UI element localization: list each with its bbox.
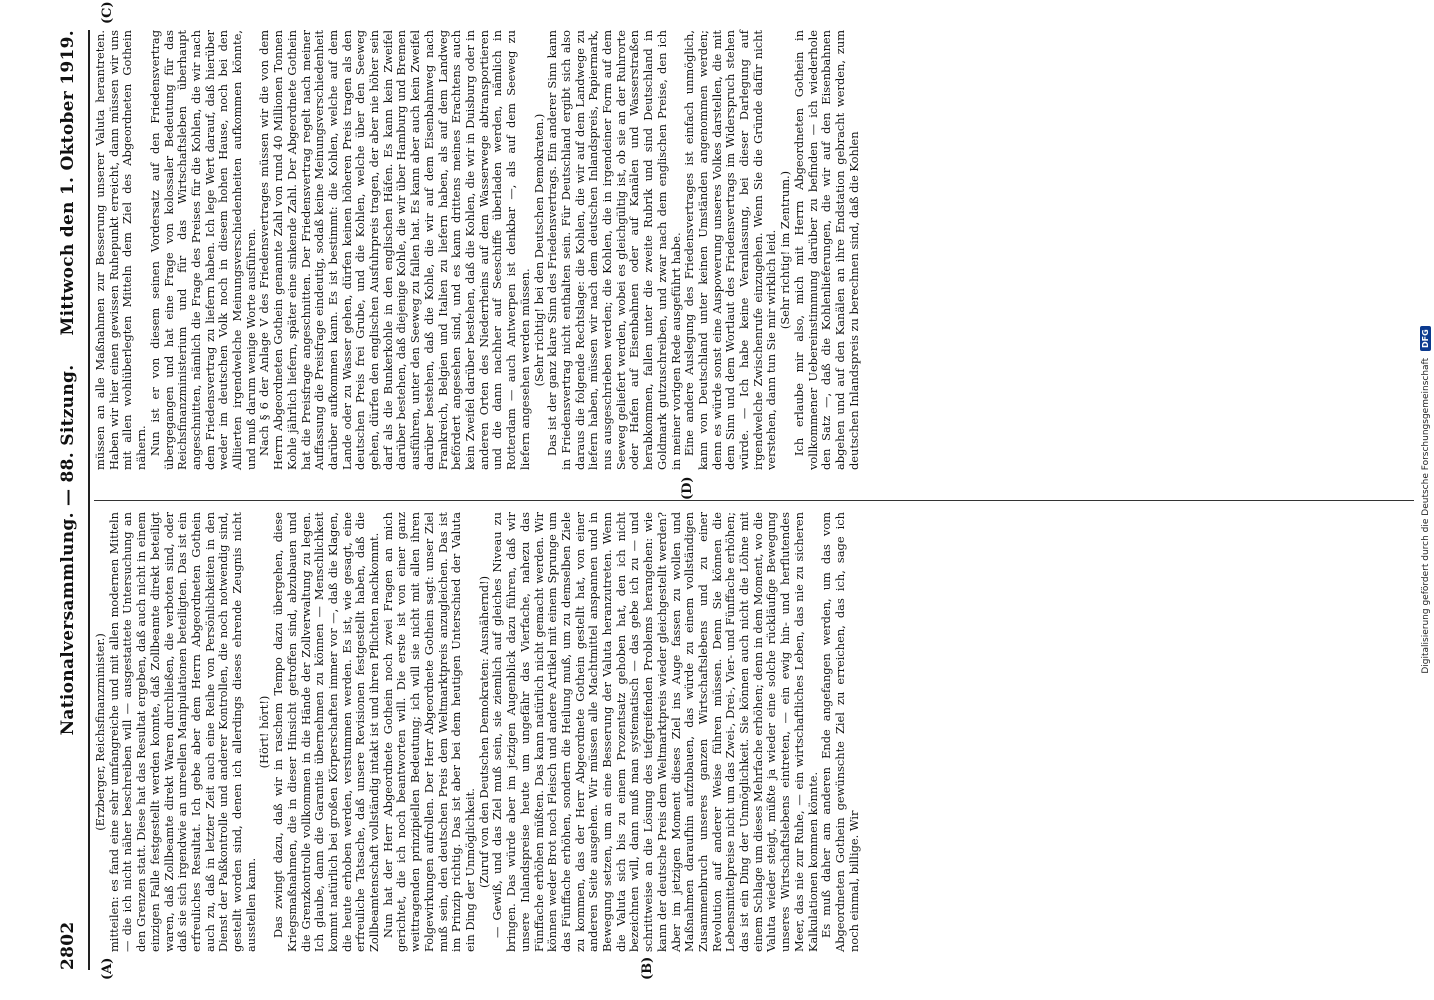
- interjection: (Sehr richtig! im Zentrum.): [778, 170, 793, 330]
- page-number: 2802: [58, 921, 78, 970]
- paragraph: Nun ist er von diesem seinen Vordersatz auf den Friedensvertrag übergegangen und hat eine Frage von kolossaler Bedeutung für das Reichsfinanzministerium und für das Wirtschaftsleben überhaupt angeschnitten, nämlich die Frage des Preises für die Kohlen, die wir nach dem Friedensvertrag zu liefern haben. Ich lege Wert darauf, daß hierüber weder im deutschen Volk noch in diesem hohen Hause, noch bei den Alliierten irgendwelche Meinungsverschiedenheiten aufkommen könnte, und muß darum wenige Worte ausführen.: [147, 30, 258, 470]
- paragraph: — Gewiß, und das Ziel muß sein, sie ziemlich auf gleiches Niveau zu bringen. Das würde aber im jetzigen Augenblick dazu führen, daß wir unsere Inlandspreise heute um ungefähr das Vierfache, nahezu das Fünffache erhöhen müßten. Das kann natürlich nicht gemacht werden. Wir können weder Brot noch Fleisch und andere Artikel mit einem Sprunge um das Fünffache erhöhen, sondern die Heilung muß, um zu demselben Ziele zu kommen, das der Herr Abgeordnete Gothein gestellt hat, von einer anderen Seite ausgehen. Wir müssen alle Machtmittel anspannen und in Bewegung setzen, um an eine Besserung der Valuta heranzutreten. Wenn die Valuta sich bis zu einem Prozentsatz gehoben hat, den ich nicht bezeichnen will, dann muß man systematisch — das gebe ich zu — und schrittweise an die Lösung des tiefgreifenden Problems herangehen: wie kann der deutsche Preis dem Weltmarktpreis wieder gleichgestellt werden? Aber im jetzigen Moment dieses Ziel ins Auge fassen zu wollen und Maßnahmen daraufhin aufzubauen, das würde zu einem vollständigen Zusammenbruch unseres ganzen Wirtschaftslebens und zu einer Revolution auf anderer Weise führen müssen. Denn Sie können die Lebensmittelpreise nicht um das Zwei-, Drei-, Vier- und Fünffache erhöhen; das ist ein Ding der Unmöglichkeit. Sie können auch nicht die Löhne mit einem Schlage um dieses Mehrfache erhöhen; denn in dem Moment, wo die Valuta wieder steigt, müßte ja wieder eine solche rückläufige Bewegung unseres Wirtschaftslebens eintreten, — ein ewig hin- und herflutendes Meer, das nie zur Ruhe, — ein wirtschaftliches Leben, das nie zu sicheren Kalkulationen kommen könnte.: [490, 512, 820, 952]
- margin-marker-b: (B): [640, 956, 655, 980]
- paragraph: mitteilen: es fand eine sehr umfangreiche und mit allen modernen Mitteln — die ich nicht näher beschreiben will — ausgestattete Untersuchung an den Grenzen statt. Diese hat das Resultat ergeben, daß auch nicht in einem einzigen Falle festgestellt werden konnte, daß Zollbeamte direkt beteiligt waren, daß Zollbeamte direkt Waren durchließen, die verboten sind, oder daß sie sich irgendwie an unreellen Manipulationen beteiligten. Das ist ein erfreuliches Resultat. Ich gebe aber dem Herrn Abgeordneten Gothein auch zu, daß in letzter Zeit auch eine Reihe von Persönlichkeiten in den Dienst der Paßkontrolle und anderer Kontrollen, die noch notwendig sind, gestellt worden sind, denen ich allerdings dieses ehrende Zeugnis nicht ausstellen kann.: [106, 512, 258, 952]
- digitization-credit: [1420, 0, 1431, 1000]
- right-column: [94, 30, 861, 470]
- header-rule: [88, 30, 90, 970]
- margin-marker-c: (C): [100, 1, 115, 24]
- paragraph: Das zwingt dazu, daß wir in raschem Tempo dazu übergehen, diese Kriegsmaßnahmen, die in dieser Hinsicht getroffen sind, abzubauen und die Grenzkontrolle vollkommen in die Hände der Zollverwaltung zu legen. Ich glaube, dann die Garantie übernehmen zu können — Menschlichkeit kommt natürlich bei großen Körperschaften immer vor —, daß die Klagen, die heute erhoben werden, verstummen werden. Es ist, wie gesagt, eine erfreuliche Tatsache, daß unsere Revisionen festgestellt haben, daß die Zollbeamtenschaft vollständig intakt ist und ihren Pflichten nachkommt.: [271, 512, 382, 952]
- page-title: Nationalversammlung. — 88. Sitzung.: [58, 364, 78, 736]
- interjection: (Sehr richtig! bei den Deutschen Demokraten.): [531, 113, 546, 387]
- paragraph: Das ist der ganz klare Sinn des Friedensvertrags. Ein anderer Sinn kann in Friedensvertrag nicht enthalten sein. Für Deutschland ergibt sich also daraus die folgende Rechtslage: die Kohlen, die wir auf dem Landwege zu liefern haben, müssen wir nach dem deutschen Inlandspreis, Papiermark, nus ausgeschrieben werden; die Kohlen, die in irgendeiner Form auf dem Seeweg geliefert werden, wobei es gleichgültig ist, ob sie an der Ruhrorte oder Hafen auf Eisenbahnen oder auf Kanälen und Wasserstraßen herabkommen, fallen unter die zweite Rubrik und sind Deutschland in Goldmark gutzuschreiben, und zwar nach dem englischen Preise, den ich in meiner vorigen Rede ausgeführt habe.: [545, 30, 683, 470]
- speaker-line: (Erzberger, Reichsfinanzminister.): [93, 633, 107, 831]
- column-divider: [94, 500, 1414, 501]
- credit-text: Digitalisierung gefördert durch die Deutsche Forschungsgemeinschaft: [1421, 357, 1431, 674]
- margin-marker-a: (A): [100, 957, 115, 980]
- interjection: (Zuruf von den Deutschen Demokraten: Ausnähernd!): [476, 575, 491, 889]
- paragraph: Nach § 6 der Anlage V des Friedensvertrages müssen wir die von dem Herrn Abgeordneten Gothein genannte Zahl von rund 40 Millionen Tonnen Kohle jährlich liefern, später eine sinkende Zahl. Der Abgeordnete Gothein hat die Preisfrage angeschnitten. Der Friedensvertrag regelt nach meiner Auffassung die Preisfrage eindeutig, sodaß keine Meinungsverschiedenheit darüber aufkommen kann. Es ist bestimmt: die Kohlen, welche auf dem Lande oder zu Wasser gehen, dürfen keinen höheren Preis tragen als den deutschen Preis frei Grube, und die Kohlen, welche über den Seeweg gehen, dürfen den englischen Ausfuhrpreis tragen, der aber nie höher sein darf als die Bunkerkohle in den englischen Häfen. Es kann kein Zweifel darüber bestehen, daß diejenige Kohle, die wir über Hamburg und Bremen ausführen, unter den Seeweg zu fallen hat. Es kann aber auch kein Zweifel darüber bestehen, daß die Kohle, die wir auf dem Eisenbahnweg nach Frankreich, Belgien und Italien zu liefern haben, als auf dem Landweg befördert angesehen sind, und es kann drittens meines Erachtens auch kein Zweifel darüber bestehen, daß die Kohlen, die wir in Duisburg oder in anderen Orten des Niederrheins auf dem Wasserwege abtransportieren und die dann nachher auf Seeschiffe überladen werden, nämlich in Rotterdam — auch Antwerpen ist denkbar —, als auf dem Seeweg zu liefern angesehen werden müssen.: [257, 30, 532, 470]
- paragraph: Nun hat der Herr Abgeordnete Gothein noch zwei Fragen an mich gerichtet, die ich noch beantworten will. Die erste ist von einer ganz weittragenden prinzipiellen Bedeutung; ich will sie nicht mit allen ihren Folgewirkungen aufrollen. Der Herr Abgeordnete Gothein sagt: unser Ziel muß sein, den deutschen Preis dem Weltmarktpreis anzugleichen. Das ist im Prinzip richtig. Das ist aber bei dem heutigen Unterschied der Valuta ein Ding der Unmöglichkeit.: [380, 512, 477, 952]
- paragraph: Eine andere Auslegung des Friedensvertrages ist einfach unmöglich, kann von Deutschland unter keinen Umständen angenommen werden; denn es würde sonst eine Auspowerung unseres Volkes darstellen, die mit dem Sinn und dem Wortlaut des Friedensvertrags im Widerspruch stehen würde. — Ich habe keine Veranlassung, bei dieser Darlegung auf irgendwelche Zwischenrufe einzugehen. Wenn Sie die Gründe dafür nicht verstehen, dann tun Sie mir wirklich leid.: [682, 30, 779, 470]
- paragraph: Es muß daher am anderen Ende angefangen werden, um das vom Abgeordneten Gothein gewünschte Ziel zu erreichen, das ich, sage ich noch einmal, billige. Wir: [819, 512, 861, 952]
- interjection: (Hört! hört!): [257, 695, 272, 769]
- paragraph: müssen an alle Maßnahmen zur Besserung unserer Valuta herantreten. Haben wir hier einen gewissen Ruhepunkt erreicht, dann müssen wir uns mit allen wohlüberlegten Mitteln dem Ziel des Abgeordneten Gothein nähern.: [93, 30, 149, 470]
- margin-marker-d: (D): [680, 476, 695, 500]
- paragraph: Ich erlaube mir also, mich mit Herrn Abgeordneten Gothein in vollkommener Uebereinstimmung darüber zu befinden — ich wiederhole den Satz —, daß die Kohlenlieferungen, die wir auf den Eisenbahnen abgehen und auf den Kanälen an ihre Endstation gebracht werden, zum deutschen Inlandspreis zu berechnen sind, daß die Kohlen: [791, 30, 861, 470]
- dfg-logo: DFG: [1420, 326, 1431, 351]
- left-column: [94, 512, 861, 952]
- page-header: [58, 30, 84, 970]
- session-date: Mittwoch den 1. Oktober 1919.: [58, 30, 78, 336]
